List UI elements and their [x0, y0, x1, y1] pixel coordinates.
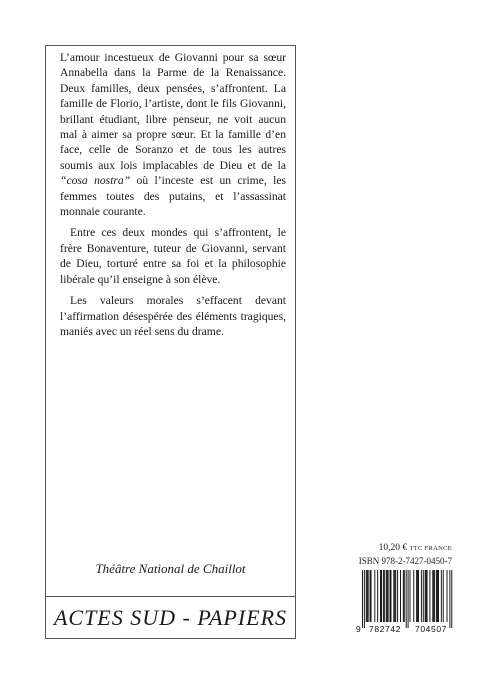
barcode-bar [438, 570, 439, 622]
barcode-bar [432, 570, 433, 622]
barcode-bar [368, 570, 369, 622]
barcode-right-digits: 704507 [415, 624, 447, 634]
barcode-bar [388, 570, 389, 622]
barcode-bar [371, 570, 372, 622]
venue-credit: Théâtre National de Chaillot [95, 561, 246, 576]
barcode-bar [433, 570, 434, 622]
barcode-bar [423, 570, 424, 622]
barcode-bar [383, 570, 384, 622]
barcode-graphic [355, 568, 455, 634]
barcode-bar [391, 570, 392, 622]
barcode-first-digit: 9 [356, 624, 361, 634]
barcode-bar [413, 570, 414, 622]
barcode-bar [425, 570, 426, 622]
barcode-bar [451, 570, 452, 628]
barcode [355, 568, 455, 634]
barcode-bar [447, 570, 448, 622]
barcode-bar [370, 570, 371, 622]
barcode-bar [426, 570, 427, 622]
blurb-paragraph-1-part-a: L’amour incestueux de Giovanni pour sa sœur Annabella dans la Parme de la Renaissance. Deux familles, deux pensées, s’affrontent. La famille de Florio, l’artiste, dont le fils Giovanni, brillant étudiant, libre penseur, ne voit aucun mal à aimer sa propre sœur. Et la famille d’en face, celle de Soranzo et de tous les autres soumis aux lois implacables de Dieu et de la [60, 51, 286, 172]
barcode-bar [390, 570, 391, 622]
barcode-bar [393, 570, 394, 622]
barcode-bar [377, 570, 378, 622]
barcode-bar [364, 570, 365, 628]
barcode-bar [366, 570, 367, 622]
price-amount: 10,20 € [378, 543, 408, 553]
barcode-bar [395, 570, 396, 622]
barcode-bar [386, 570, 387, 622]
publisher-imprint: ACTES SUD - PAPIERS [45, 596, 296, 639]
isbn-label: ISBN 978-2-7427-0450-7 [358, 556, 452, 566]
barcode-bar [404, 570, 405, 622]
barcode-bar [443, 570, 444, 622]
barcode-bar [417, 570, 418, 622]
barcode-bar [436, 570, 437, 622]
barcode-bar [418, 570, 419, 622]
barcode-bar [427, 570, 428, 622]
barcode-bar [406, 570, 407, 628]
price-unit: TTC FRANCE [409, 545, 452, 552]
barcode-bar [437, 570, 438, 622]
price-label [372, 543, 452, 553]
blurb-paragraph-1 [60, 50, 286, 219]
barcode-bar [410, 570, 411, 622]
barcode-bar [400, 570, 401, 622]
barcode-bar [374, 570, 375, 622]
barcode-bar [380, 570, 381, 622]
barcode-bar [397, 570, 398, 622]
barcode-left-digits: 782742 [369, 624, 401, 634]
barcode-bar [367, 570, 368, 622]
barcode-bar [421, 570, 422, 622]
barcode-bar [449, 570, 450, 628]
blurb-paragraph-1-italic: “cosa nostra” [60, 174, 131, 188]
barcode-bar [362, 570, 363, 628]
barcode-bar [429, 570, 430, 622]
barcode-bar [394, 570, 395, 622]
barcode-bar [408, 570, 409, 628]
blurb-paragraph-1-part-b: où l’inceste est un crime, les femmes toutes des putains, et l’assassinat monnaie courante. [60, 174, 286, 219]
barcode-bar [416, 570, 417, 622]
barcode-bar [403, 570, 404, 622]
barcode-bar [434, 570, 435, 622]
barcode-bar [381, 570, 382, 622]
barcode-bar [387, 570, 388, 622]
blurb-paragraph-2: Entre ces deux mondes qui s’affrontent, le frère Bonaventure, tuteur de Giovanni, servant de Dieu, torturé entre sa foi et la philosophie libérale qu’il enseigne à son élève. [60, 226, 286, 286]
barcode-bars [362, 570, 452, 628]
barcode-bar [441, 570, 442, 622]
blurb-text [60, 50, 286, 345]
blurb-paragraph-3: Les valeurs morales s’effacent devant l’affirmation désespérée des éléments tragiques, maniés avec un réel sens du drame. [60, 294, 286, 338]
barcode-bar [384, 570, 385, 622]
